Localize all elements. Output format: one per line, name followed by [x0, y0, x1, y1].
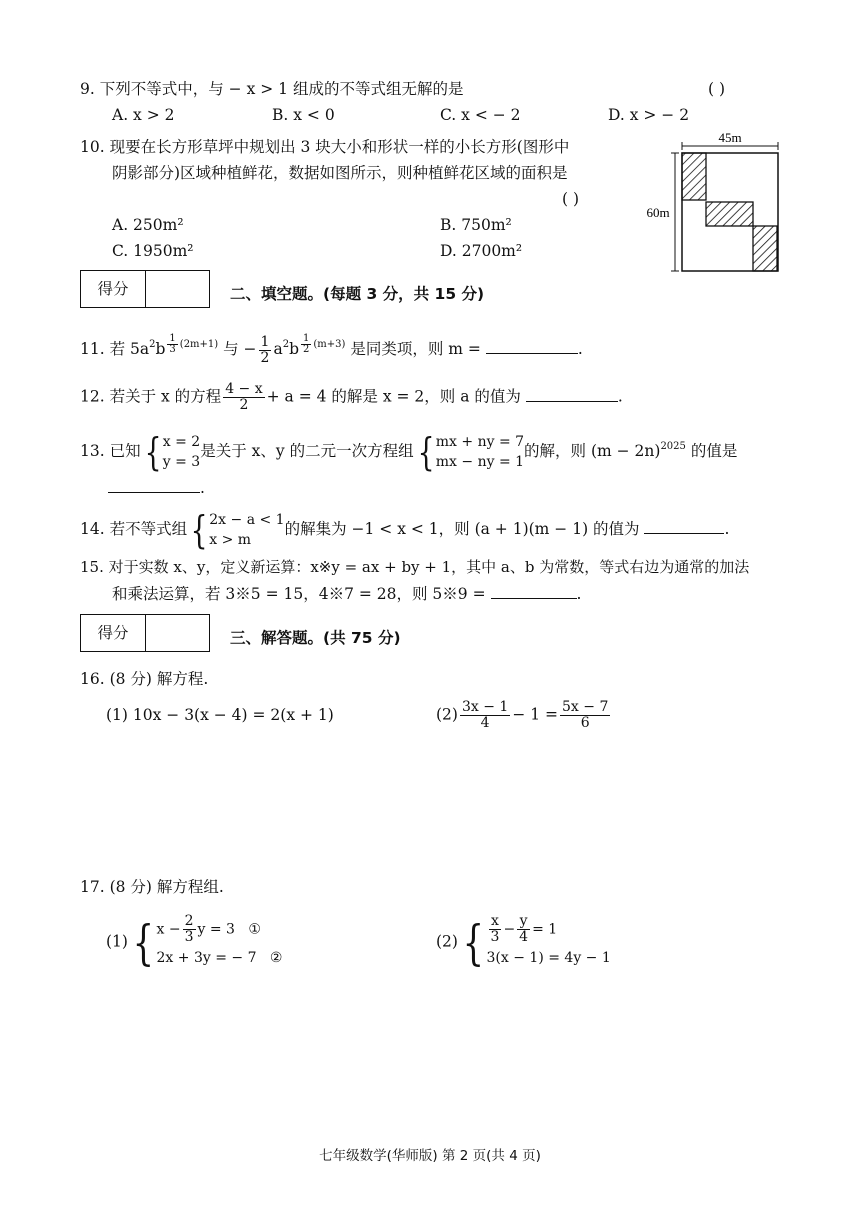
q11: 11. 若 $5a^2b$ $^{\frac{1}{3} (2m+1)}$ 与 − $\frac{1}{2}$ $a^2b$ $^{\frac{1}{2} (m+3)}$ 是同类项，则 m = . [80, 333, 583, 366]
q13-answer-line: . [108, 476, 205, 499]
score-label: 得分 [81, 615, 146, 651]
page-footer: 七年级数学(华师版) 第 2 页(共 4 页) [319, 1148, 541, 1164]
q10-option-b: B. 750m² [440, 216, 512, 234]
q17-part1: (1){ x − $\frac{2}{3}$ y = 3 ① 2x + 3y = − 7 ② [106, 913, 283, 971]
q9-option-d: D. x > − 2 [608, 106, 690, 124]
q13: 13. 已知{ x = 2 y = 3 是关于 x、y 的二元一次方程组{ mx + ny = 7 mx − ny = 1 的解，则 $(m - 2n)^{2025}$ 的值是 [80, 430, 738, 474]
score-label: 得分 [81, 271, 146, 307]
section3-title: 三、解答题。(共 75 分) [230, 629, 401, 647]
q9-option-b: B. x < 0 [272, 106, 335, 124]
q12-answer-blank[interactable] [526, 385, 618, 402]
q13-answer-blank[interactable] [108, 476, 200, 493]
q9-option-c: C. x < − 2 [440, 106, 521, 124]
q12: 12. 若关于 x 的方程 $\frac{4 - x}{2}$ + a = 4 的解是 x = 2，则 a 的值为 . [80, 381, 623, 413]
q10-option-d: D. 2700m² [440, 242, 523, 260]
fig-height-label: 60m [646, 205, 670, 220]
q9-answer-paren: ( ) [708, 80, 726, 98]
flower-bed-2 [706, 202, 753, 226]
flower-bed-3 [753, 226, 777, 271]
q16-stem: 16. (8 分) 解方程. [80, 670, 209, 688]
q10-stem-line1: 10. 现要在长方形草坪中规划出 3 块大小和形状一样的小长方形(图形中 [80, 138, 570, 156]
q10-answer-paren: ( ) [562, 190, 580, 208]
q10-lawn-figure [640, 130, 790, 278]
q15-answer-blank[interactable] [491, 582, 577, 599]
q15-line2: 和乘法运算，若 3※5 = 15，4※7 = 28，则 5※9 = . [112, 582, 581, 605]
fig-width-label: 45m [718, 130, 742, 145]
q16-part1: (1) 10x − 3(x − 4) = 2(x + 1) [106, 706, 334, 724]
q9-option-a: A. x > 2 [112, 106, 175, 124]
q14: 14. 若不等式组{ 2x − a < 1 x > m 的解集为 −1 < x < 1，则 (a + 1)(m − 1) 的值为 . [80, 508, 730, 552]
score-box-section2 [80, 270, 210, 308]
score-box-section3 [80, 614, 210, 652]
q10-stem-line2: 阴影部分)区域种植鲜花，数据如图所示，则种植鲜花区域的面积是 [112, 164, 568, 182]
flower-bed-1 [682, 153, 706, 200]
q15-line1: 15. 对于实数 x、y，定义新运算：x※y = ax + by + 1，其中 a、b 为常数，等式右边为通常的加法 [80, 558, 750, 576]
q11-answer-blank[interactable] [486, 337, 578, 354]
q17-stem: 17. (8 分) 解方程组. [80, 878, 224, 896]
q16-part2: (2) $\frac{3x - 1}{4}$ − 1 = $\frac{5x - 7}{6}$ [436, 699, 609, 731]
q10-option-a: A. 250m² [112, 216, 184, 234]
q9-stem: 9. 下列不等式中，与 − x > 1 组成的不等式组无解的是 [80, 80, 464, 98]
section2-title: 二、填空题。(每题 3 分，共 15 分) [230, 285, 485, 303]
q14-answer-blank[interactable] [644, 517, 724, 534]
q10-option-c: C. 1950m² [112, 242, 194, 260]
q17-part2: (2){ $\frac{x}{3}$ − $\frac{y}{4}$ = 1 3(x − 1) = 4y − 1 [436, 913, 611, 971]
